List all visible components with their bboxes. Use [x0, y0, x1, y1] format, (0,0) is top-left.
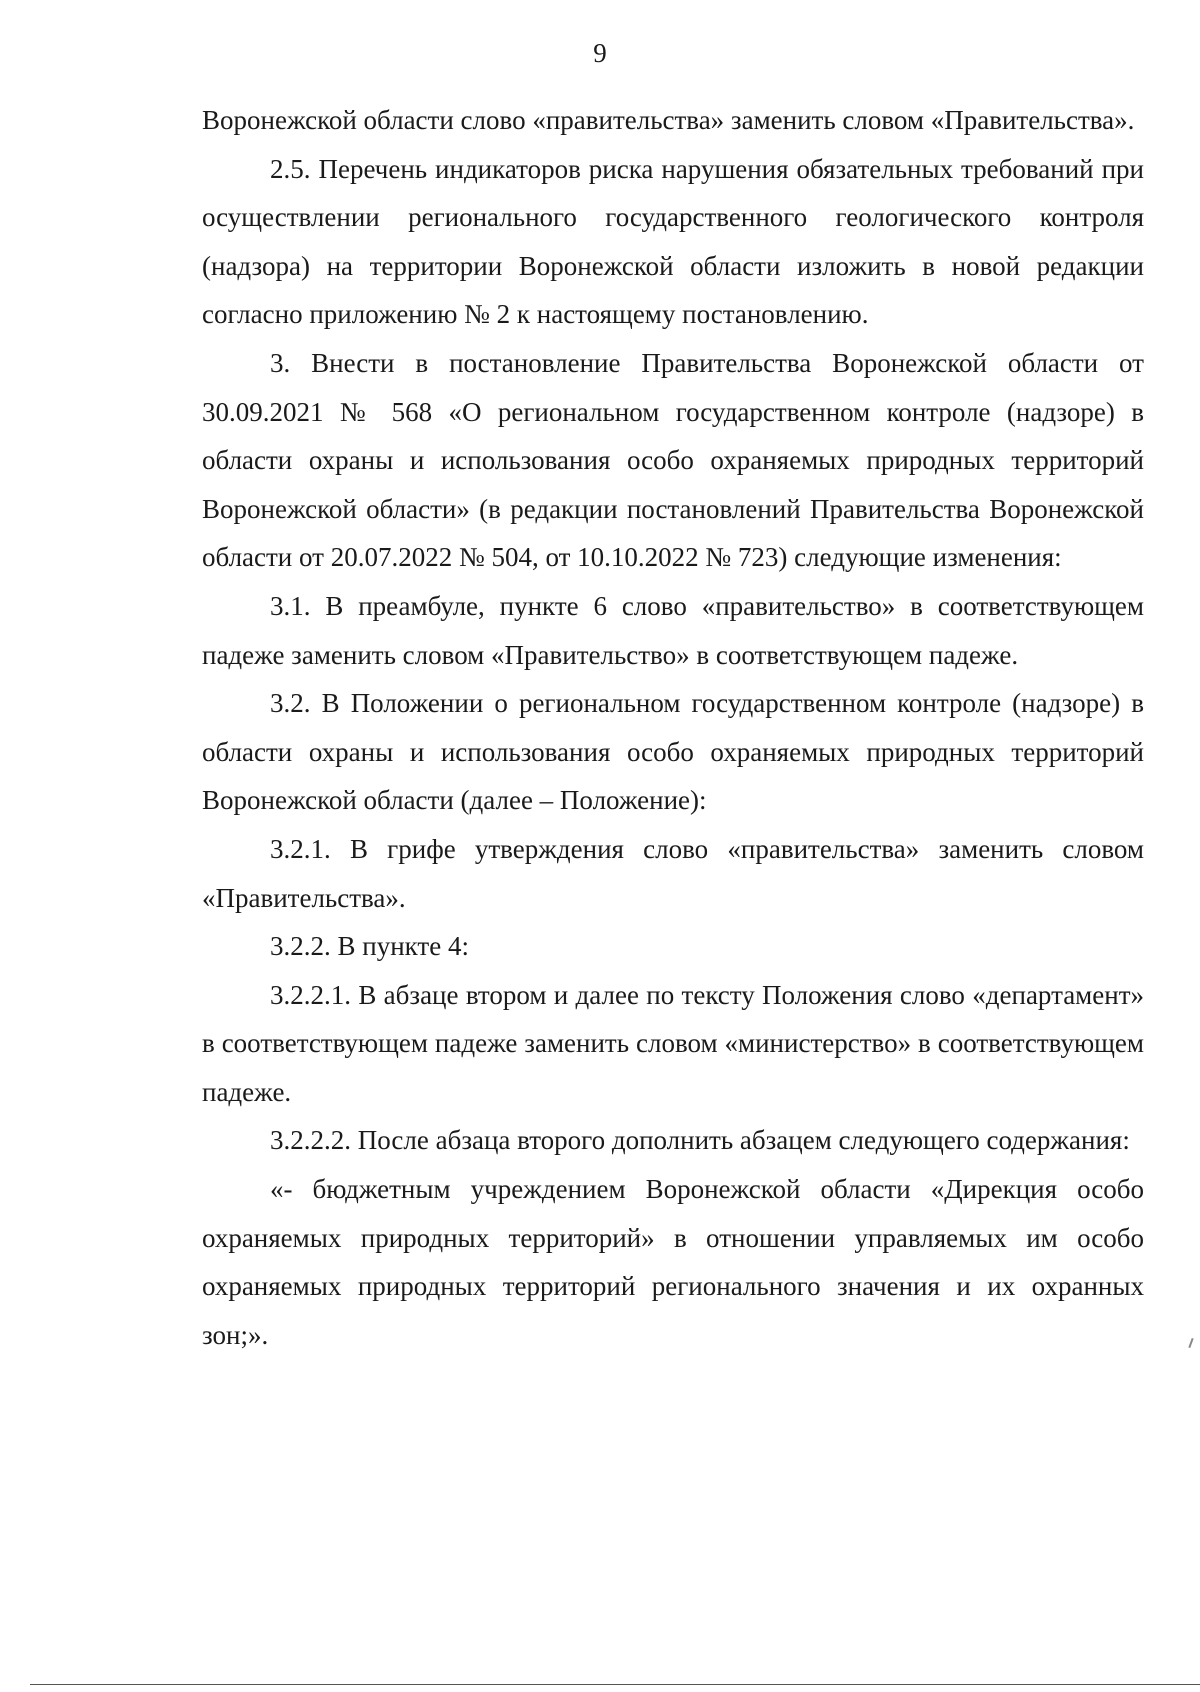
paragraph-3-2-2: 3.2.2. В пункте 4: [270, 931, 469, 962]
paragraph-3-1: 3.1. В преамбуле, пункте 6 слово «правительство» в соответствующем падеже заменить словом «Правительство» в соответствующем падеже. [202, 590, 1144, 670]
quoted-paragraph: «- бюджетным учреждением Воронежской области «Дирекция особо охраняемых природных территорий» в отношении управляемых им особо охраняемых природных территорий регионального значения и их охранных зон;». [202, 1174, 1144, 1350]
paragraph-continuation: Воронежской области слово «правительства» заменить словом «Правительства». [202, 105, 1135, 135]
paragraph-3-2: 3.2. В Положении о региональном государственном контроле (надзоре) в области охраны и использования особо охраняемых природных территорий Воронежской области (далее – Положение): [202, 688, 1144, 816]
scan-artifact-mark [1188, 1338, 1193, 1348]
page-number: 9 [593, 38, 607, 68]
paragraph-3-2-2-1: 3.2.2.1. В абзаце втором и далее по тексту Положения слово «департамент» в соответствующем падеже заменить словом «министерство» в соответствующем падеже. [202, 979, 1144, 1107]
paragraph-2-5: 2.5. Перечень индикаторов риска нарушения обязательных требований при осуществлении регионального государственного геологического контроля (надзора) на территории Воронежской области изложить в новой редакции согласно приложению № 2 к настоящему постановлению. [202, 153, 1144, 330]
paragraph-3: 3. Внести в постановление Правительства Воронежской области от 30.09.2021 № 568 «О региональном государственном контроле (надзоре) в области охраны и использования особо охраняемых природных территорий Воронежской области» (в редакции постановлений Правительства Воронежской области от 20.07.2022 № 504, от 10.10.2022 № 723) следующие изменения: [202, 347, 1144, 573]
paragraph-3-2-1: 3.2.1. В грифе утверждения слово «правительства» заменить словом «Правительства». [202, 833, 1144, 913]
paragraph-3-2-2-2: 3.2.2.2. После абзаца второго дополнить абзацем следующего содержания: [270, 1125, 1130, 1156]
document-body [202, 96, 1144, 1359]
page-bottom-edge-line [30, 1684, 1200, 1685]
